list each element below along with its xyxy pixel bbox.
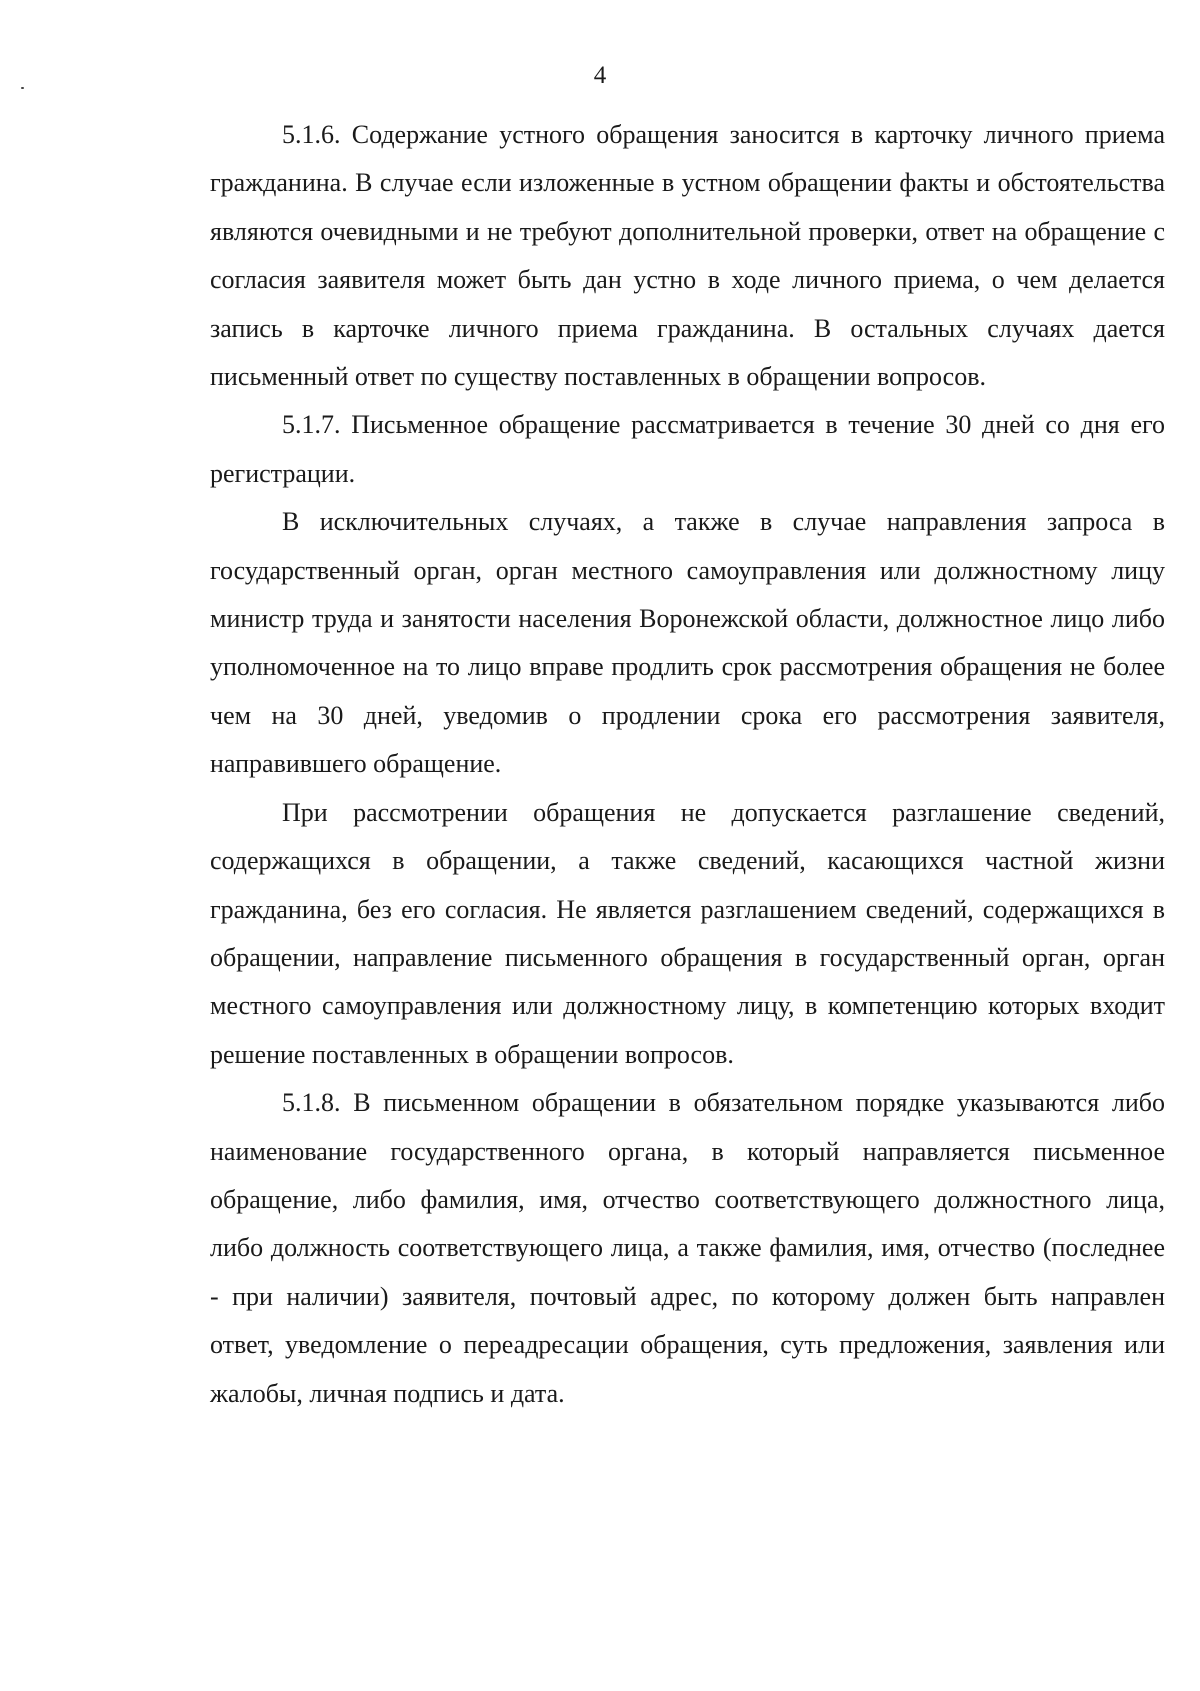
paragraph-5-1-6: 5.1.6. Содержание устного обращения заносится в карточку личного приема гражданина. В случае если изложенные в устном обращении факты и обстоятельства являются очевидными и не требуют дополнительной проверки, ответ на обращение с согласия заявителя может быть дан устно в ходе личного приема, о чем делается запись в карточке личного приема гражданина. В остальных случаях дается письменный ответ по существу поставленных в обращении вопросов. <box>210 120 1165 392</box>
paragraph-disclosure: При рассмотрении обращения не допускается разглашение сведений, содержащихся в обращении, а также сведений, касающихся частной жизни гражданина, без его согласия. Не является разглашением сведений, содержащихся в обращении, направление письменного обращения в государственный орган, орган местного самоуправления или должностному лицу, в компетенцию которых входит решение поставленных в обращении вопросов. <box>210 797 1165 1069</box>
paragraph-5-1-7: 5.1.7. Письменное обращение рассматривается в течение 30 дней со дня его регистрации. <box>210 410 1165 488</box>
paragraph-exceptional-cases: В исключительных случаях, а также в случае направления запроса в государственный орган, орган местного самоуправления или должностному лицу министр труда и занятости населения Воронежской области, должностное лицо либо уполномоченное на то лицо вправе продлить срок рассмотрения обращения не более чем на 30 дней, уведомив о продлении срока его рассмотрения заявителя, направившего обращение. <box>210 507 1165 779</box>
document-body <box>210 111 1165 1418</box>
paragraph-5-1-8: 5.1.8. В письменном обращении в обязательном порядке указываются либо наименование государственного органа, в который направляется письменное обращение, либо фамилия, имя, отчество соответствующего должностного лица, либо должность соответствующего лица, а также фамилия, имя, отчество (последнее - при наличии) заявителя, почтовый адрес, по которому должен быть направлен ответ, уведомление о переадресации обращения, суть предложения, заявления или жалобы, личная подпись и дата. <box>210 1088 1165 1408</box>
page-number: 4 <box>593 62 607 89</box>
